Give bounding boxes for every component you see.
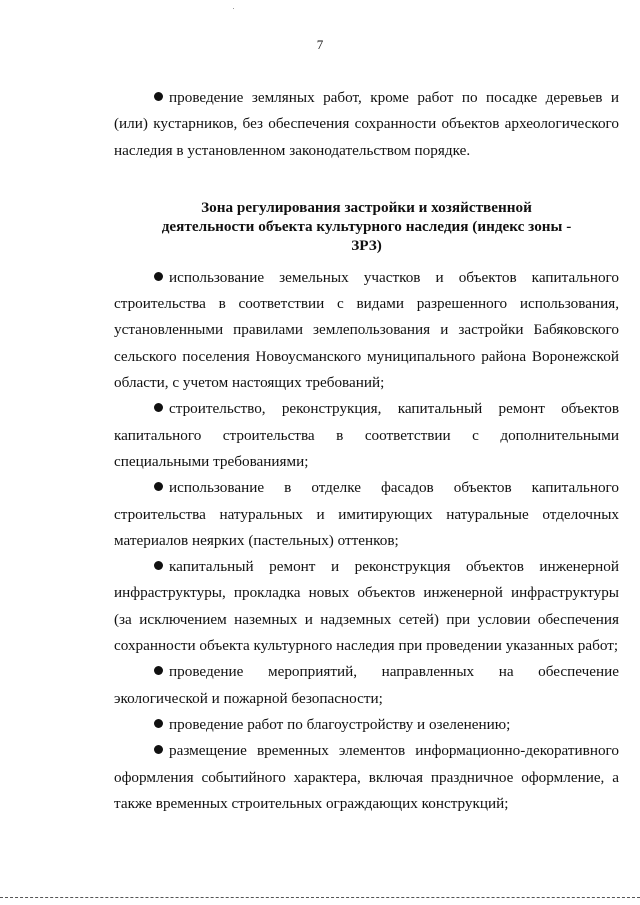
section-heading: Зона регулирования застройки и хозяйственной деятельности объекта культурного наследия (индекс зоны - ЗРЗ) <box>161 198 572 254</box>
scan-speck <box>233 8 234 9</box>
list-item <box>114 475 619 554</box>
bullet-icon <box>154 403 163 412</box>
list-item <box>114 712 619 738</box>
page-number: 7 <box>316 37 324 52</box>
bullet-icon <box>154 482 163 491</box>
list-item-text: размещение временных элементов информационно-декоративного оформления событийного характера, включая праздничное оформление, а также временных строительных ограждающих конструкций; <box>114 742 619 812</box>
bullet-icon <box>154 666 163 675</box>
bullet-icon <box>154 561 163 570</box>
list-item-text: проведение работ по благоустройству и озеленению; <box>169 715 511 733</box>
bullet-icon <box>154 745 163 754</box>
intro-paragraph-text: проведение земляных работ, кроме работ по посадке деревьев и (или) кустарников, без обеспечения сохранности объектов археологического наследия в установленном законодательством порядке. <box>114 89 619 159</box>
list-item-text: капитальный ремонт и реконструкция объектов инженерной инфраструктуры, прокладка новых объектов инженерной инфраструктуры (за исключением наземных и надземных сетей) при условии обеспечения сохранности объекта культурного наследия при проведении указанных работ; <box>114 558 619 655</box>
document-body <box>114 85 619 817</box>
intro-paragraph <box>114 85 619 164</box>
page-bottom-rule <box>0 897 640 898</box>
list-item-text: использование земельных участков и объектов капитального строительства в соответствии с видами разрешенного использования, установленными правилами землепользования и застройки Бабяковского сельского поселения Новоусманского муниципального района Воронежской области, с учетом настоящих требований; <box>114 268 619 392</box>
list-item <box>114 265 619 396</box>
list-item <box>114 659 619 712</box>
bullet-icon <box>154 272 163 281</box>
bullet-icon <box>154 92 163 101</box>
bullet-icon <box>154 719 163 728</box>
list-item <box>114 738 619 817</box>
list-item <box>114 554 619 659</box>
list-item-text: использование в отделке фасадов объектов капитального строительства натуральных и имитирующих натуральные отделочных материалов неярких (пастельных) оттенков; <box>114 479 619 549</box>
list-item <box>114 396 619 475</box>
list-item-text: проведение мероприятий, направленных на обеспечение экологической и пожарной безопасности; <box>114 663 619 707</box>
list-item-text: строительство, реконструкция, капитальный ремонт объектов капитального строительства в соответствии с дополнительными специальными требованиями; <box>114 400 619 470</box>
